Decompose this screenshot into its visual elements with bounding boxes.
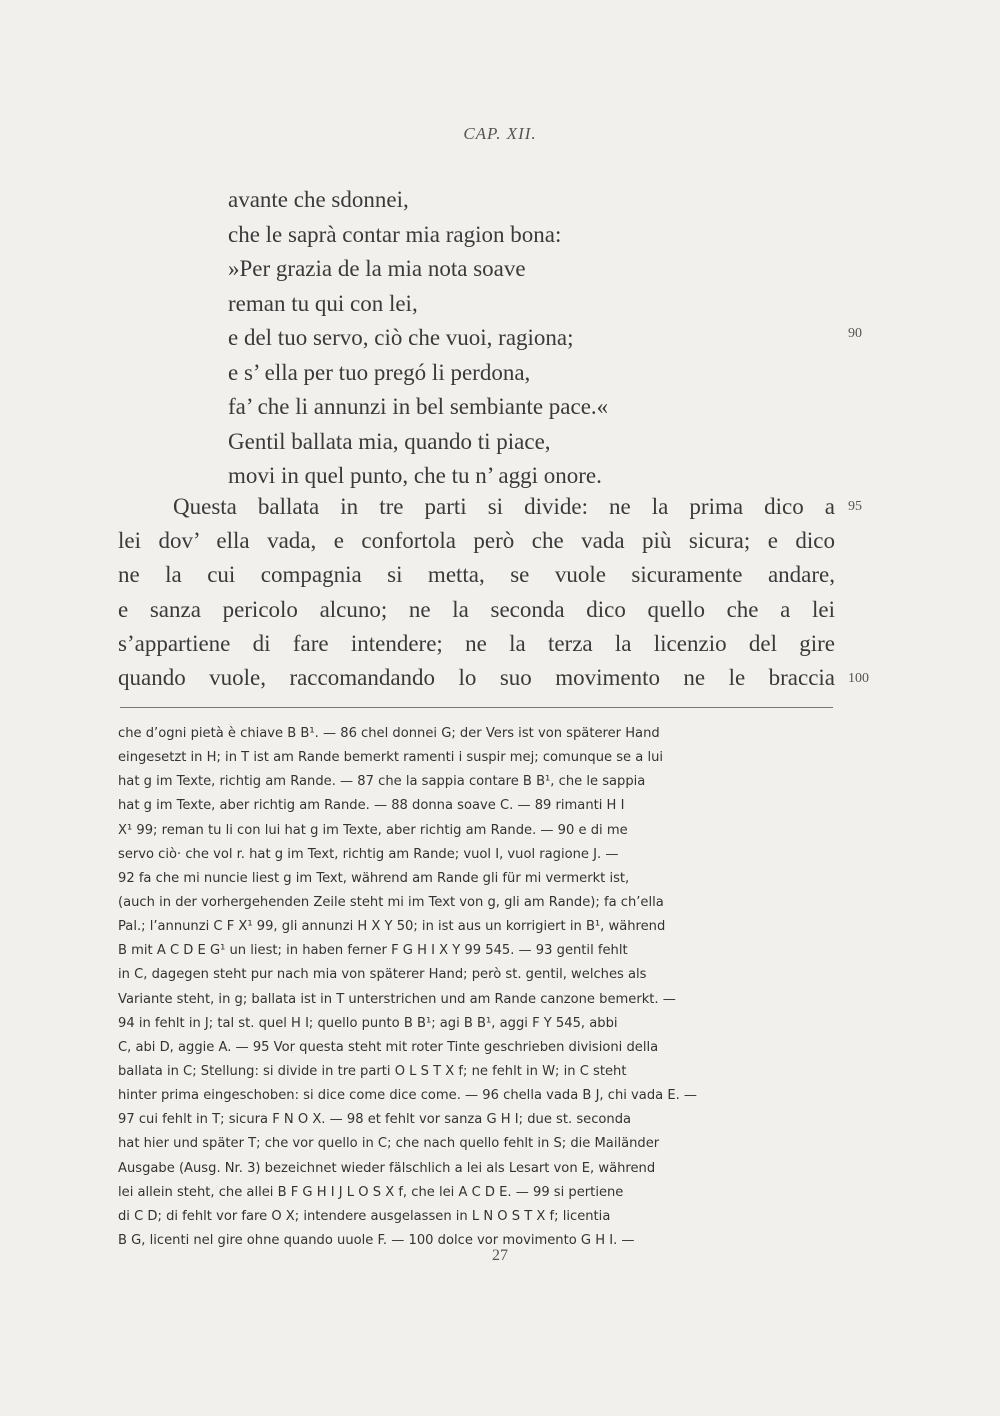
verse-line: fa’ che li annunzi in bel sembiante pace.«: [228, 394, 609, 419]
prose-line: ne la cui compagnia si metta, se vuole sicuramente andare,: [118, 562, 835, 588]
note-line: X¹ 99; reman tu li con lui hat g im Texte, aber richtig am Rande. — 90 e di me: [118, 822, 628, 838]
note-line: che d’ogni pietà è chiave B B¹. — 86 chel donnei G; der Vers ist von späterer Hand: [118, 726, 660, 741]
note-line: C, abi D, aggie A. — 95 Vor questa steht mit roter Tinte geschrieben divisioni della: [118, 1039, 659, 1055]
note-line: (auch in der vorhergehenden Zeile steht mi im Text von g, gli am Rande); fa ch’ella: [118, 894, 664, 910]
page-number: 27: [492, 1247, 508, 1264]
prose-line: lei dov’ ella vada, e confortola però che vada più sicura; e dico: [118, 528, 835, 554]
note-line: ballata in C; Stellung: si divide in tre parti O L S T X f; ne fehlt in W; in C steht: [118, 1063, 627, 1079]
verse-block: [228, 183, 608, 494]
note-line: in C, dagegen steht pur nach mia von späterer Hand; però st. gentil, welches als: [118, 967, 647, 983]
line-number: 90: [848, 326, 862, 341]
prose-line: e sanza pericolo alcuno; ne la seconda dico quello che a lei: [118, 596, 835, 622]
prose-line: Questa ballata in tre parti si divide: ne la prima dico a: [173, 494, 835, 519]
verse-line: che le saprà contar mia ragion bona:: [228, 221, 562, 247]
note-line: lei allein steht, che allei B F G H I J L O S X f, che lei A C D E. — 99 si pertiene: [118, 1184, 624, 1200]
note-line: hat g im Texte, aber richtig am Rande. — 88 donna soave C. — 89 rimanti H I: [118, 798, 625, 814]
note-line: 94 in fehlt in J; tal st. quel H I; quello punto B B¹; agi B B¹, aggi F Y 545, abbi: [118, 1015, 618, 1031]
prose-line: quando vuole, raccomandando lo suo movimento ne le braccia: [118, 664, 835, 690]
critical-apparatus: [118, 722, 838, 1253]
prose-paragraph: [118, 490, 835, 695]
verse-line: movi in quel punto, che tu n’ aggi onore.: [228, 463, 602, 488]
note-line: Variante steht, in g; ballata ist in T unterstrichen und am Rande canzone bemerkt. —: [118, 991, 676, 1007]
verse-line: »Per grazia de la mia nota soave: [228, 256, 526, 281]
note-line: Ausgabe (Ausg. Nr. 3) bezeichnet wieder fälschlich a lei als Lesart von E, während: [118, 1160, 656, 1176]
prose-line: s’appartiene di fare intendere; ne la terza la licenzio del gire: [118, 630, 835, 656]
note-line: 92 fa che mi nuncie liest g im Text, während am Rande gli für mi vermerkt ist,: [118, 870, 630, 886]
note-line: hat hier und später T; che vor quello in C; che nach quello fehlt in S; die Mailänder: [118, 1136, 660, 1152]
note-line: Pal.; l’annunzi C F X¹ 99, gli annunzi H X Y 50; in ist aus un korrigiert in B¹, während: [118, 919, 666, 935]
note-line: di C D; di fehlt vor fare O X; intendere ausgelassen in L N O S T X f; licentia: [118, 1208, 611, 1224]
note-line: B mit A C D E G¹ un liest; in haben ferner F G H I X Y 99 545. — 93 gentil fehlt: [118, 943, 628, 959]
verse-line: Gentil ballata mia, quando ti piace,: [228, 428, 551, 454]
verse-line: avante che sdonnei,: [228, 187, 409, 212]
line-number: 95: [848, 499, 862, 514]
verse-line: e del tuo servo, ciò che vuoi, ragiona;: [228, 325, 574, 350]
line-number: 100: [848, 671, 869, 686]
footnote-rule: [120, 707, 833, 708]
note-line: B G, licenti nel gire ohne quando uuole F. — 100 dolce vor movimento G H I. —: [118, 1232, 635, 1248]
note-line: eingesetzt in H; in T ist am Rande bemerkt ramenti i suspir mej; comunque se a lui: [118, 750, 664, 766]
note-line: servo ciò· che vol r. hat g im Text, richtig am Rande; vuol I, vuol ragione J. —: [118, 846, 619, 862]
note-line: hinter prima eingeschoben: si dice come dice come. — 96 chella vada B J, chi vada E. —: [118, 1088, 698, 1104]
note-line: hat g im Texte, richtig am Rande. — 87 che la sappia contare B B¹, che le sappia: [118, 774, 646, 790]
verse-line: e s’ ella per tuo pregó li perdona,: [228, 359, 531, 385]
verse-line: reman tu qui con lei,: [228, 290, 418, 316]
note-line: 97 cui fehlt in T; sicura F N O X. — 98 et fehlt vor sanza G H I; due st. seconda: [118, 1112, 632, 1128]
running-head: CAP. XII.: [463, 124, 537, 143]
